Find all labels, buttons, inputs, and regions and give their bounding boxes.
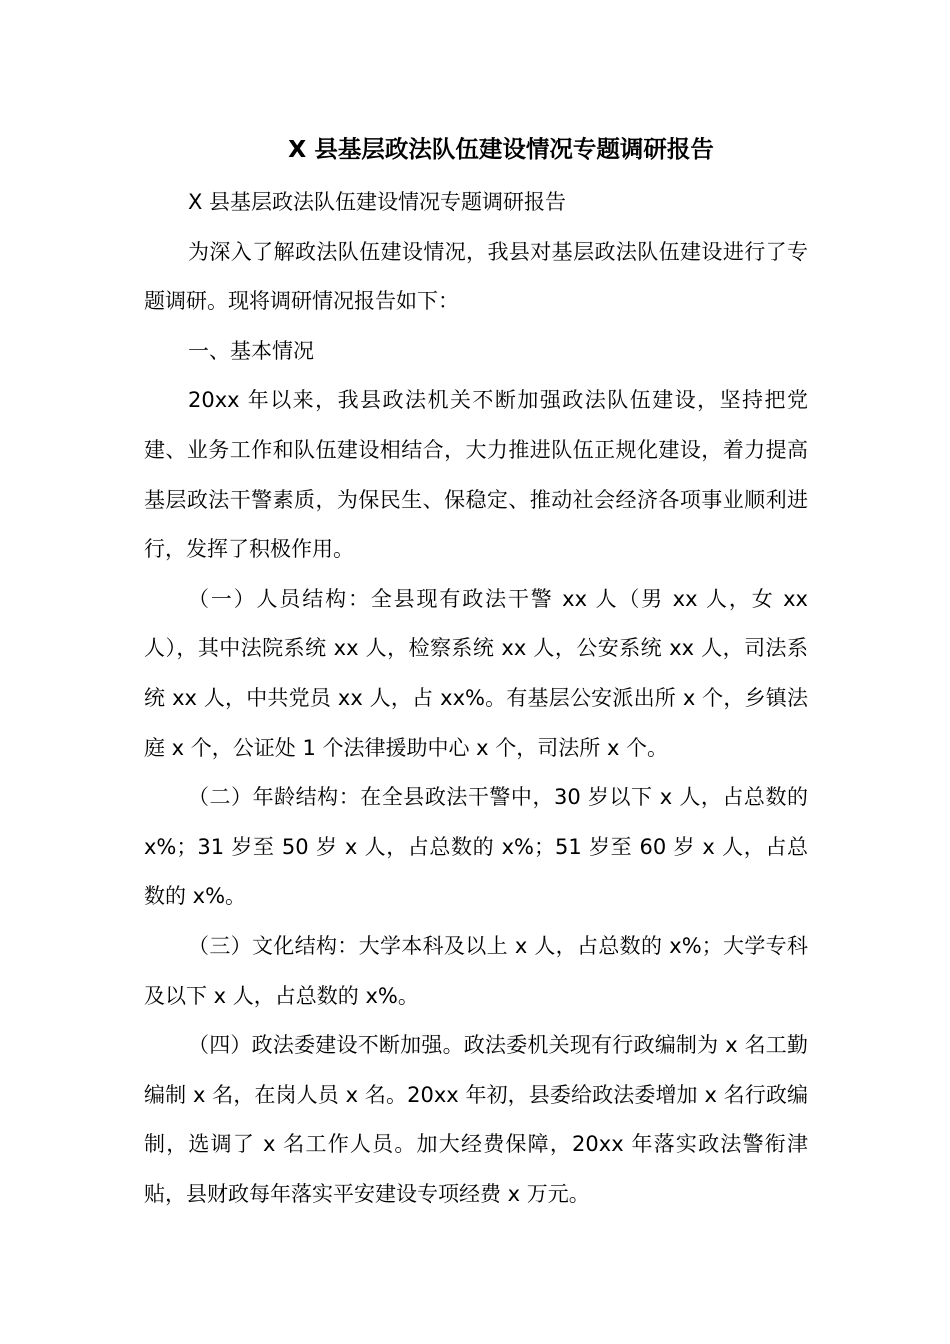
paragraph-committee-building: （四）政法委建设不断加强。政法委机关现有行政编制为 x 名工勤编制 x 名，在岗人员 x 名。20xx 年初，县委给政法委增加 x 名行政编制，选调了 x 名工作人员。加大经费保障，20xx 年落实政法警衔津贴，县财政每年落实平安建设专项经费 x 万元。 xyxy=(144,1033,808,1206)
paragraph-intro: 为深入了解政法队伍建设情况，我县对基层政法队伍建设进行了专题调研。现将调研情况报告如下： xyxy=(144,239,808,314)
section-heading: 一、基本情况 xyxy=(188,338,314,363)
paragraph-subtitle: X 县基层政法队伍建设情况专题调研报告 xyxy=(188,190,567,214)
paragraph-personnel-structure: （一）人员结构：全县现有政法干警 xx 人（男 xx 人，女 xx 人），其中法院系统 xx 人，检察系统 xx 人，公安系统 xx 人，司法系统 xx 人，中共党员 xx 人，占 xx%。有基层公安派出所 x 个，乡镇法庭 x 个，公证处 1 个法律援助中心 x 个，司法所 x 个。 xyxy=(144,586,808,760)
document-title: X 县基层政法队伍建设情况专题调研报告 xyxy=(288,135,714,163)
paragraph-overview: 20xx 年以来，我县政法机关不断加强政法队伍建设，坚持把党建、业务工作和队伍建设相结合，大力推进队伍正规化建设，着力提高基层政法干警素质，为保民生、保稳定、推动社会经济各项事业顺利进行，发挥了积极作用。 xyxy=(144,388,808,562)
paragraph-age-structure: （二）年龄结构：在全县政法干警中，30 岁以下 x 人，占总数的 x%；31 岁至 50 岁 x 人，占总数的 x%；51 岁至 60 岁 x 人，占总数的 x%。 xyxy=(144,785,808,909)
paragraph-education-structure: （三）文化结构：大学本科及以上 x 人，占总数的 x%；大学专科及以下 x 人，占总数的 x%。 xyxy=(144,933,808,1008)
document-body xyxy=(144,178,808,1219)
